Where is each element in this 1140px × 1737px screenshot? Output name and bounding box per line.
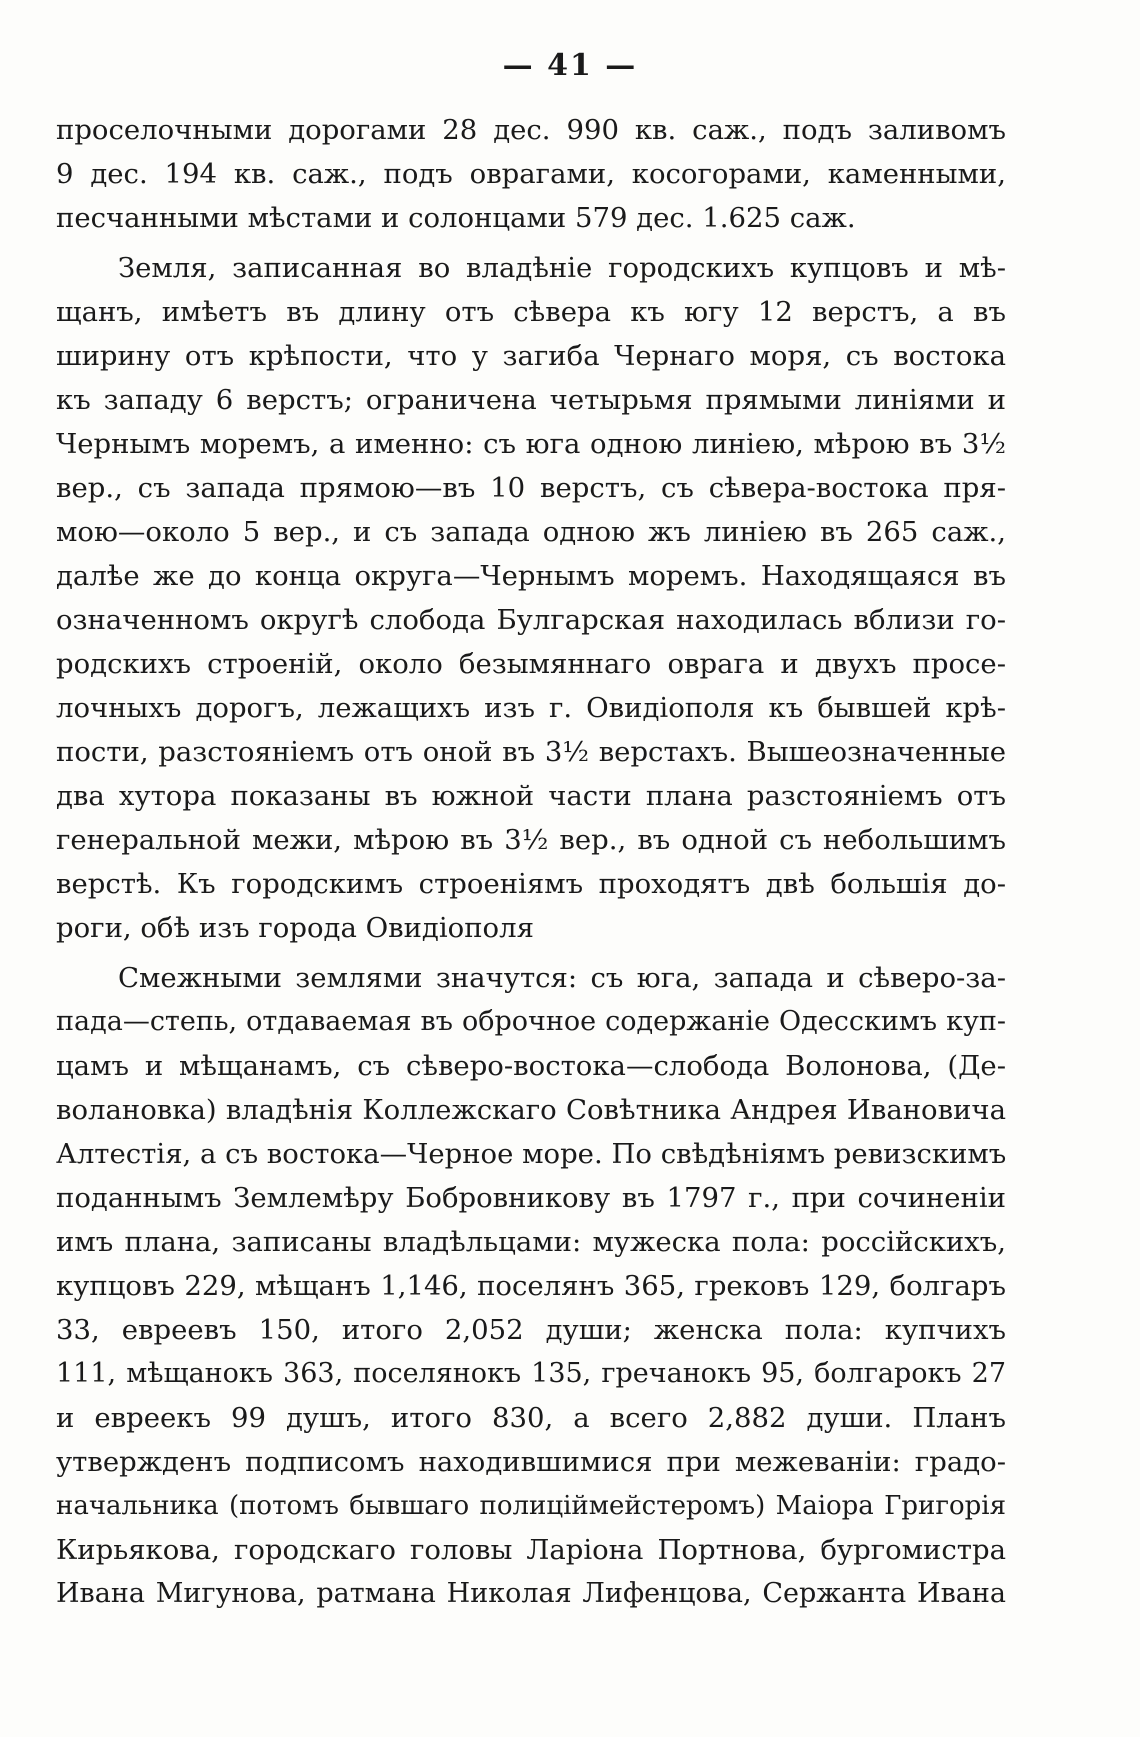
- text-line: Земля, записанная во владѣніе городскихъ купцовъ и мѣ-: [118, 252, 1006, 284]
- body-text: [56, 108, 1006, 1616]
- text-line: поданнымъ Землемѣру Бобровникову въ 1797 г., при сочиненіи: [56, 1182, 1006, 1214]
- text-line: Алтестія, а съ востока—Черное море. По свѣдѣніямъ ревизскимъ: [56, 1138, 1007, 1170]
- text-line: Смежными землями значутся: съ юга, запада и сѣверо-за-: [118, 962, 1006, 994]
- text-line: 9 дес. 194 кв. саж., подъ оврагами, косогорами, каменными,: [56, 158, 1006, 190]
- text-line: волановка) владѣнія Коллежскаго Совѣтника Андрея Ивановича: [56, 1094, 1006, 1126]
- text-line: генеральной межи, мѣрою въ 3½ вер., въ одной съ небольшимъ: [56, 824, 1006, 856]
- text-line: цамъ и мѣщанамъ, съ сѣверо-востока—слобода Волонова, (Де-: [56, 1050, 1006, 1082]
- text-line: ширину отъ крѣпости, что у загиба Чернаго моря, съ востока: [56, 340, 1006, 372]
- text-line: родскихъ строеній, около безымяннаго оврага и двухъ просе-: [56, 648, 1006, 680]
- text-line: означенномъ округѣ слобода Булгарская находилась вблизи го-: [56, 604, 1006, 636]
- text-line: и евреекъ 99 душъ, итого 830, а всего 2,882 души. Планъ: [56, 1402, 1006, 1434]
- text-line: вер., съ запада прямою—въ 10 верстъ, съ сѣвера-востока пря-: [56, 472, 1006, 504]
- text-line: роги, обѣ изъ города Овидіополя: [56, 912, 534, 944]
- paragraph-3: [56, 956, 1006, 1616]
- text-line: пости, разстояніемъ отъ оной въ 3½ верстахъ. Вышеозначенные: [56, 736, 1006, 768]
- page-number: — 41 —: [502, 48, 638, 83]
- text-line: пада—степь, отдаваемая въ оброчное содержаніе Одесскимъ куп-: [56, 1006, 1006, 1037]
- text-line: лочныхъ дорогъ, лежащихъ изъ г. Овидіополя къ бывшей крѣ-: [56, 692, 1006, 724]
- text-line: Кирьякова, городскаго головы Ларіона Портнова, бургомистра: [56, 1534, 1006, 1566]
- text-line: далѣе же до конца округа—Чернымъ моремъ. Находящаяся въ: [56, 560, 1006, 592]
- text-line: имъ плана, записаны владѣльцами: мужеска пола: россійскихъ,: [56, 1226, 1006, 1258]
- text-line: проселочными дорогами 28 дес. 990 кв. саж., подъ заливомъ: [56, 114, 1006, 146]
- text-line: верстѣ. Къ городскимъ строеніямъ проходятъ двѣ большія до-: [56, 868, 1006, 900]
- text-line: Чернымъ моремъ, а именно: съ юга одною линіею, мѣрою въ 3½: [56, 428, 1006, 460]
- text-line: мою—около 5 вер., и съ запада одною жъ линіею въ 265 саж.,: [56, 516, 1006, 548]
- text-line: 33, евреевъ 150, итого 2,052 души; женска пола: купчихъ: [56, 1314, 1006, 1346]
- text-line: утвержденъ подписомъ находившимися при межеваніи: градо-: [56, 1446, 1006, 1478]
- text-line: щанъ, имѣетъ въ длину отъ сѣвера къ югу 12 верстъ, а въ: [56, 296, 1006, 328]
- text-line: песчанными мѣстами и солонцами 579 дес. 1.625 саж.: [56, 202, 856, 234]
- text-line: 111, мѣщанокъ 363, поселянокъ 135, гречанокъ 95, болгарокъ 27: [56, 1358, 1006, 1389]
- paragraph-2: [56, 246, 1006, 950]
- text-line: купцовъ 229, мѣщанъ 1,146, поселянъ 365, грековъ 129, болгаръ: [56, 1270, 1006, 1302]
- text-line: начальника (потомъ бывшаго полицiймейстеромъ) Маiора Григорія: [56, 1491, 1006, 1521]
- text-line: Ивана Мигунова, ратмана Николая Лифенцова, Сержанта Ивана: [56, 1578, 1006, 1609]
- text-line: къ западу 6 верстъ; ограничена четырьмя прямыми линіями и: [56, 384, 1006, 416]
- text-line: два хутора показаны въ южной части плана разстояніемъ отъ: [56, 780, 1006, 812]
- paragraph-1: [56, 108, 1006, 240]
